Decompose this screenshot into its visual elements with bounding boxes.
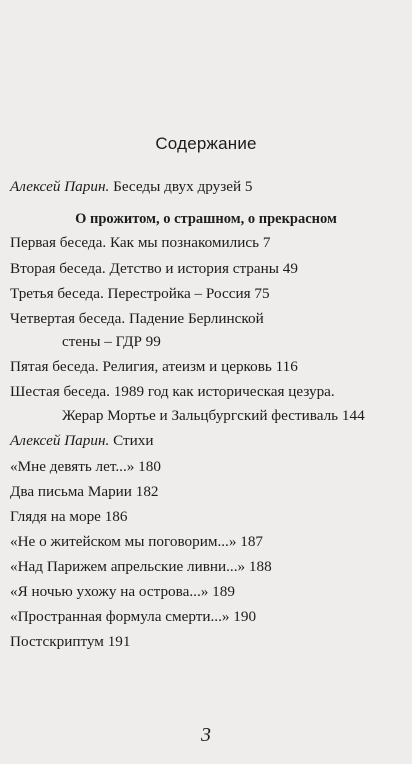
toc-title: Содержание (155, 134, 257, 153)
toc-entry-intro (10, 178, 252, 196)
toc-entry-poem-4: «Не о житейском мы поговорим...» 187 (10, 533, 264, 550)
toc-entry-poem-3: Глядя на море 186 (10, 508, 128, 525)
toc-entry-poem-5: «Над Парижем апрельские ливни...» 188 (10, 558, 272, 575)
toc-entry-conversation-1: Первая беседа. Как мы познакомились 7 (10, 234, 271, 251)
toc-entry-poems (10, 432, 154, 450)
toc-entry-conversation-4-line2: стены – ГДР 99 (62, 333, 161, 350)
toc-entry-conversation-6-line1: Шестая беседа. 1989 год как историческая цезура. (10, 383, 335, 400)
page-number: 3 (201, 724, 211, 746)
toc-entry-postscript: Постскриптум 191 (10, 633, 131, 650)
toc-entry-conversation-4-line1: Четвертая беседа. Падение Берлинской (10, 310, 264, 327)
toc-entry-poems-text: Стихи (109, 432, 154, 449)
toc-entry-poem-2: Два письма Марии 182 (10, 483, 159, 500)
toc-entry-poem-7: «Пространная формула смерти...» 190 (10, 608, 257, 625)
toc-entry-poems-author: Алексей Парин. (10, 432, 110, 449)
toc-entry-conversation-2: Вторая беседа. Детство и история страны 49 (10, 260, 298, 277)
toc-entry-intro-author: Алексей Парин. (10, 178, 110, 195)
toc-entry-poem-6: «Я ночью ухожу на острова...» 189 (10, 583, 235, 600)
toc-entry-conversation-5: Пятая беседа. Религия, атеизм и церковь 116 (10, 358, 298, 375)
toc-entry-conversation-6-line2: Жерар Мортье и Зальцбургский фестиваль 144 (62, 407, 365, 424)
toc-entry-intro-text: Беседы двух друзей 5 (109, 178, 253, 195)
toc-entry-conversation-3: Третья беседа. Перестройка – Россия 75 (10, 285, 270, 302)
toc-entry-poem-1: «Мне девять лет...» 180 (10, 458, 161, 475)
toc-section-title: О прожитом, о страшном, о прекрасном (75, 211, 337, 227)
